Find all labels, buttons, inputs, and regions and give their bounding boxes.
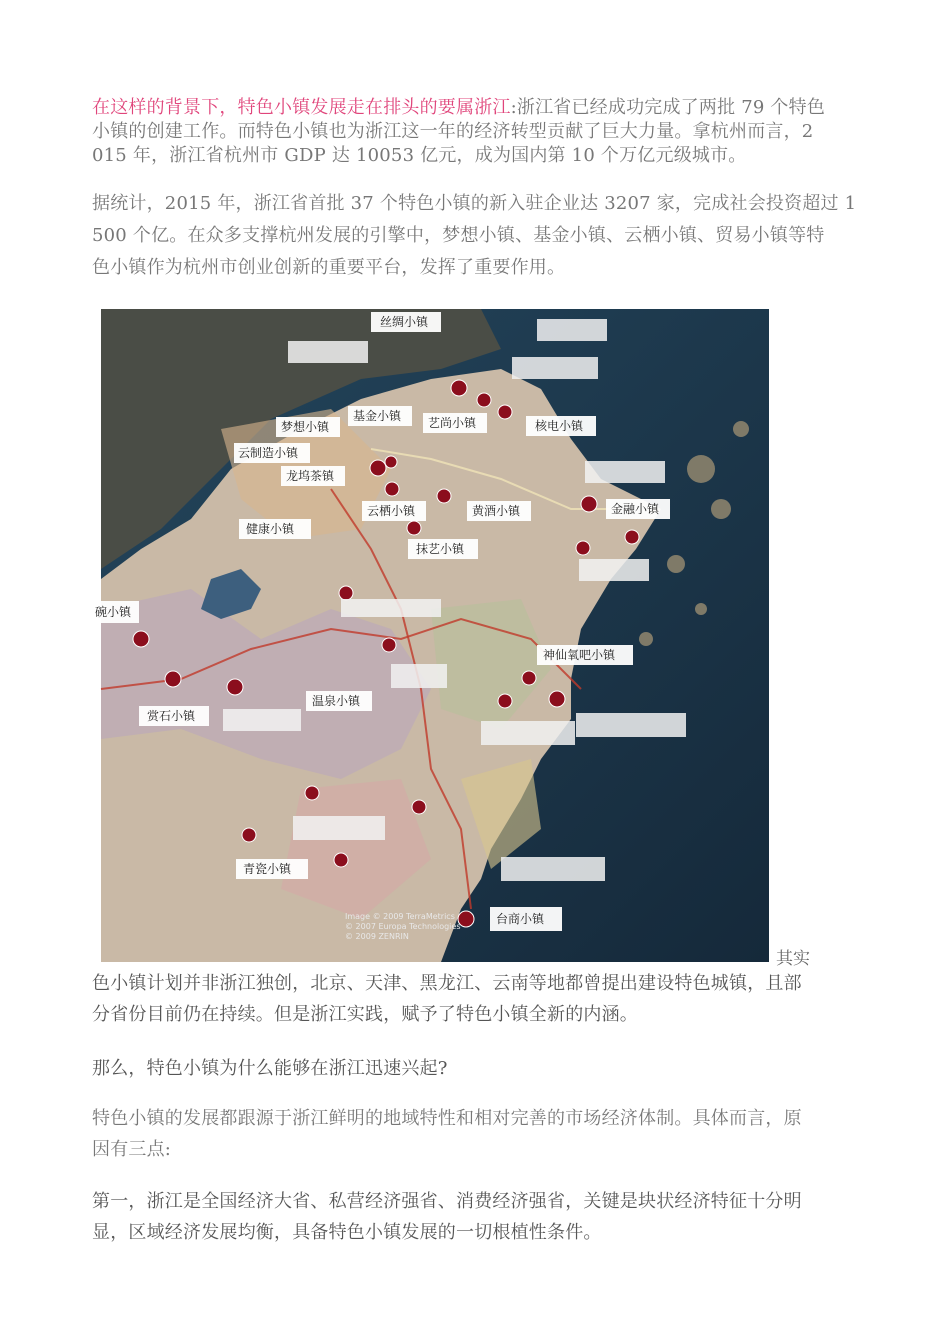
map-label-celadon: [236, 859, 308, 879]
reasons-line-2: 因有三点:: [92, 1139, 172, 1160]
reasons-paragraph: [92, 1103, 860, 1165]
intro-line-2: 小镇的创建工作。而特色小镇也为浙江这一年的经济转型贡献了巨大力量。拿杭州而言，2: [92, 121, 814, 142]
intro-line-1-rest: :浙江省已经成功完成了两批 79 个特色: [510, 97, 826, 118]
zhejiang-town-map: [95, 309, 769, 962]
statistics-line-3: 色小镇作为杭州市创业创新的重要平台，发挥了重要作用。: [92, 257, 566, 278]
map-label-moyi: [408, 539, 478, 559]
map-label-fashion: [423, 413, 487, 433]
statistics-line-2: 500 个亿。在众多支撑杭州发展的引擎中，梦想小镇、基金小镇、云栖小镇、贸易小镇等特: [92, 225, 825, 246]
map-label-oxygen-bar: [537, 645, 633, 665]
first-reason-line-1: 第一，浙江是全国经济大省、私营经济强省、消费经济强省，关键是块状经济特征十分明: [92, 1191, 802, 1212]
first-reason-paragraph: [92, 1186, 860, 1248]
label-nuclear-town: 核电小镇: [535, 419, 584, 433]
map-label-nuclear: [526, 416, 596, 436]
context-line-1: 色小镇计划并非浙江独创，北京、天津、黑龙江、云南等地都曾提出建设特色城镇，且部: [92, 973, 802, 994]
label-yunqi-town: 云栖小镇: [367, 504, 416, 518]
label-taiwan-business-town: 台商小镇: [496, 912, 545, 926]
label-celadon-town: 青瓷小镇: [243, 862, 292, 876]
map-label-bowl: [95, 601, 139, 623]
label-health-town: 健康小镇: [246, 522, 295, 536]
label-finance-town: 金融小镇: [611, 502, 660, 516]
label-oxygen-bar-town: 神仙氧吧小镇: [543, 648, 616, 662]
label-fund-town: 基金小镇: [353, 409, 402, 423]
map-label-health: [239, 519, 311, 539]
reasons-line-1: 特色小镇的发展都跟源于浙江鲜明的地域特性和相对完善的市场经济体制。具体而言，原: [92, 1108, 802, 1129]
map-label-hot-spring: [306, 691, 372, 711]
map-label-cloud-manufacturing: [234, 443, 310, 463]
statistics-paragraph: [92, 188, 860, 284]
map-label-stone: [139, 706, 209, 726]
map-label-finance: [606, 499, 670, 519]
label-fashion-town: 艺尚小镇: [428, 416, 477, 430]
label-hot-spring-town: 温泉小镇: [312, 694, 361, 708]
intro-paragraph: [92, 96, 860, 168]
continuation-text: 其实: [776, 949, 810, 969]
watermark-line-2: © 2007 Europa Technologies: [345, 922, 461, 931]
map-label-fund: [348, 406, 412, 426]
label-moyi-town: 抹艺小镇: [416, 542, 465, 556]
highlight-text: 在这样的背景下，特色小镇发展走在排头的要属浙江: [92, 97, 511, 118]
map-label-dream: [276, 417, 340, 437]
watermark-line-1: Image © 2009 TerraMetrics: [345, 912, 455, 921]
label-longwu-tea-town: 龙坞茶镇: [286, 469, 335, 483]
intro-line-3: 015 年，浙江省杭州市 GDP 达 10053 亿元，成为国内第 10 个万亿元级城市。: [92, 145, 747, 166]
statistics-line-1: 据统计，2015 年，浙江省首批 37 个特色小镇的新入驻企业达 3207 家，完成社会投资超过 1: [92, 193, 857, 214]
map-label-yellow-wine: [467, 501, 531, 521]
label-yellow-wine-town: 黄酒小镇: [472, 504, 521, 518]
map-label-yunqi: [362, 501, 426, 521]
map-label-silk: [371, 312, 441, 332]
label-dream-town: 梦想小镇: [281, 420, 330, 434]
context-line-2: 分省份目前仍在持续。但是浙江实践，赋予了特色小镇全新的内涵。: [92, 1004, 638, 1025]
intro-line-1: [92, 96, 860, 120]
first-reason-line-2: 显，区域经济发展均衡，具备特色小镇发展的一切根植性条件。: [92, 1222, 602, 1243]
watermark-line-3: © 2009 ZENRIN: [345, 932, 409, 941]
label-cloud-manufacturing-town: 云制造小镇: [238, 446, 299, 460]
map-label-taiwan-business: [490, 907, 562, 931]
label-bowl-town: 碗小镇: [95, 605, 132, 619]
label-stone-town: 赏石小镇: [147, 709, 196, 723]
question-paragraph: 那么，特色小镇为什么能够在浙江迅速兴起?: [92, 1058, 448, 1079]
context-paragraph: [92, 968, 860, 1030]
map-label-longwu-tea: [281, 466, 345, 486]
label-silk-town: 丝绸小镇: [380, 315, 429, 329]
